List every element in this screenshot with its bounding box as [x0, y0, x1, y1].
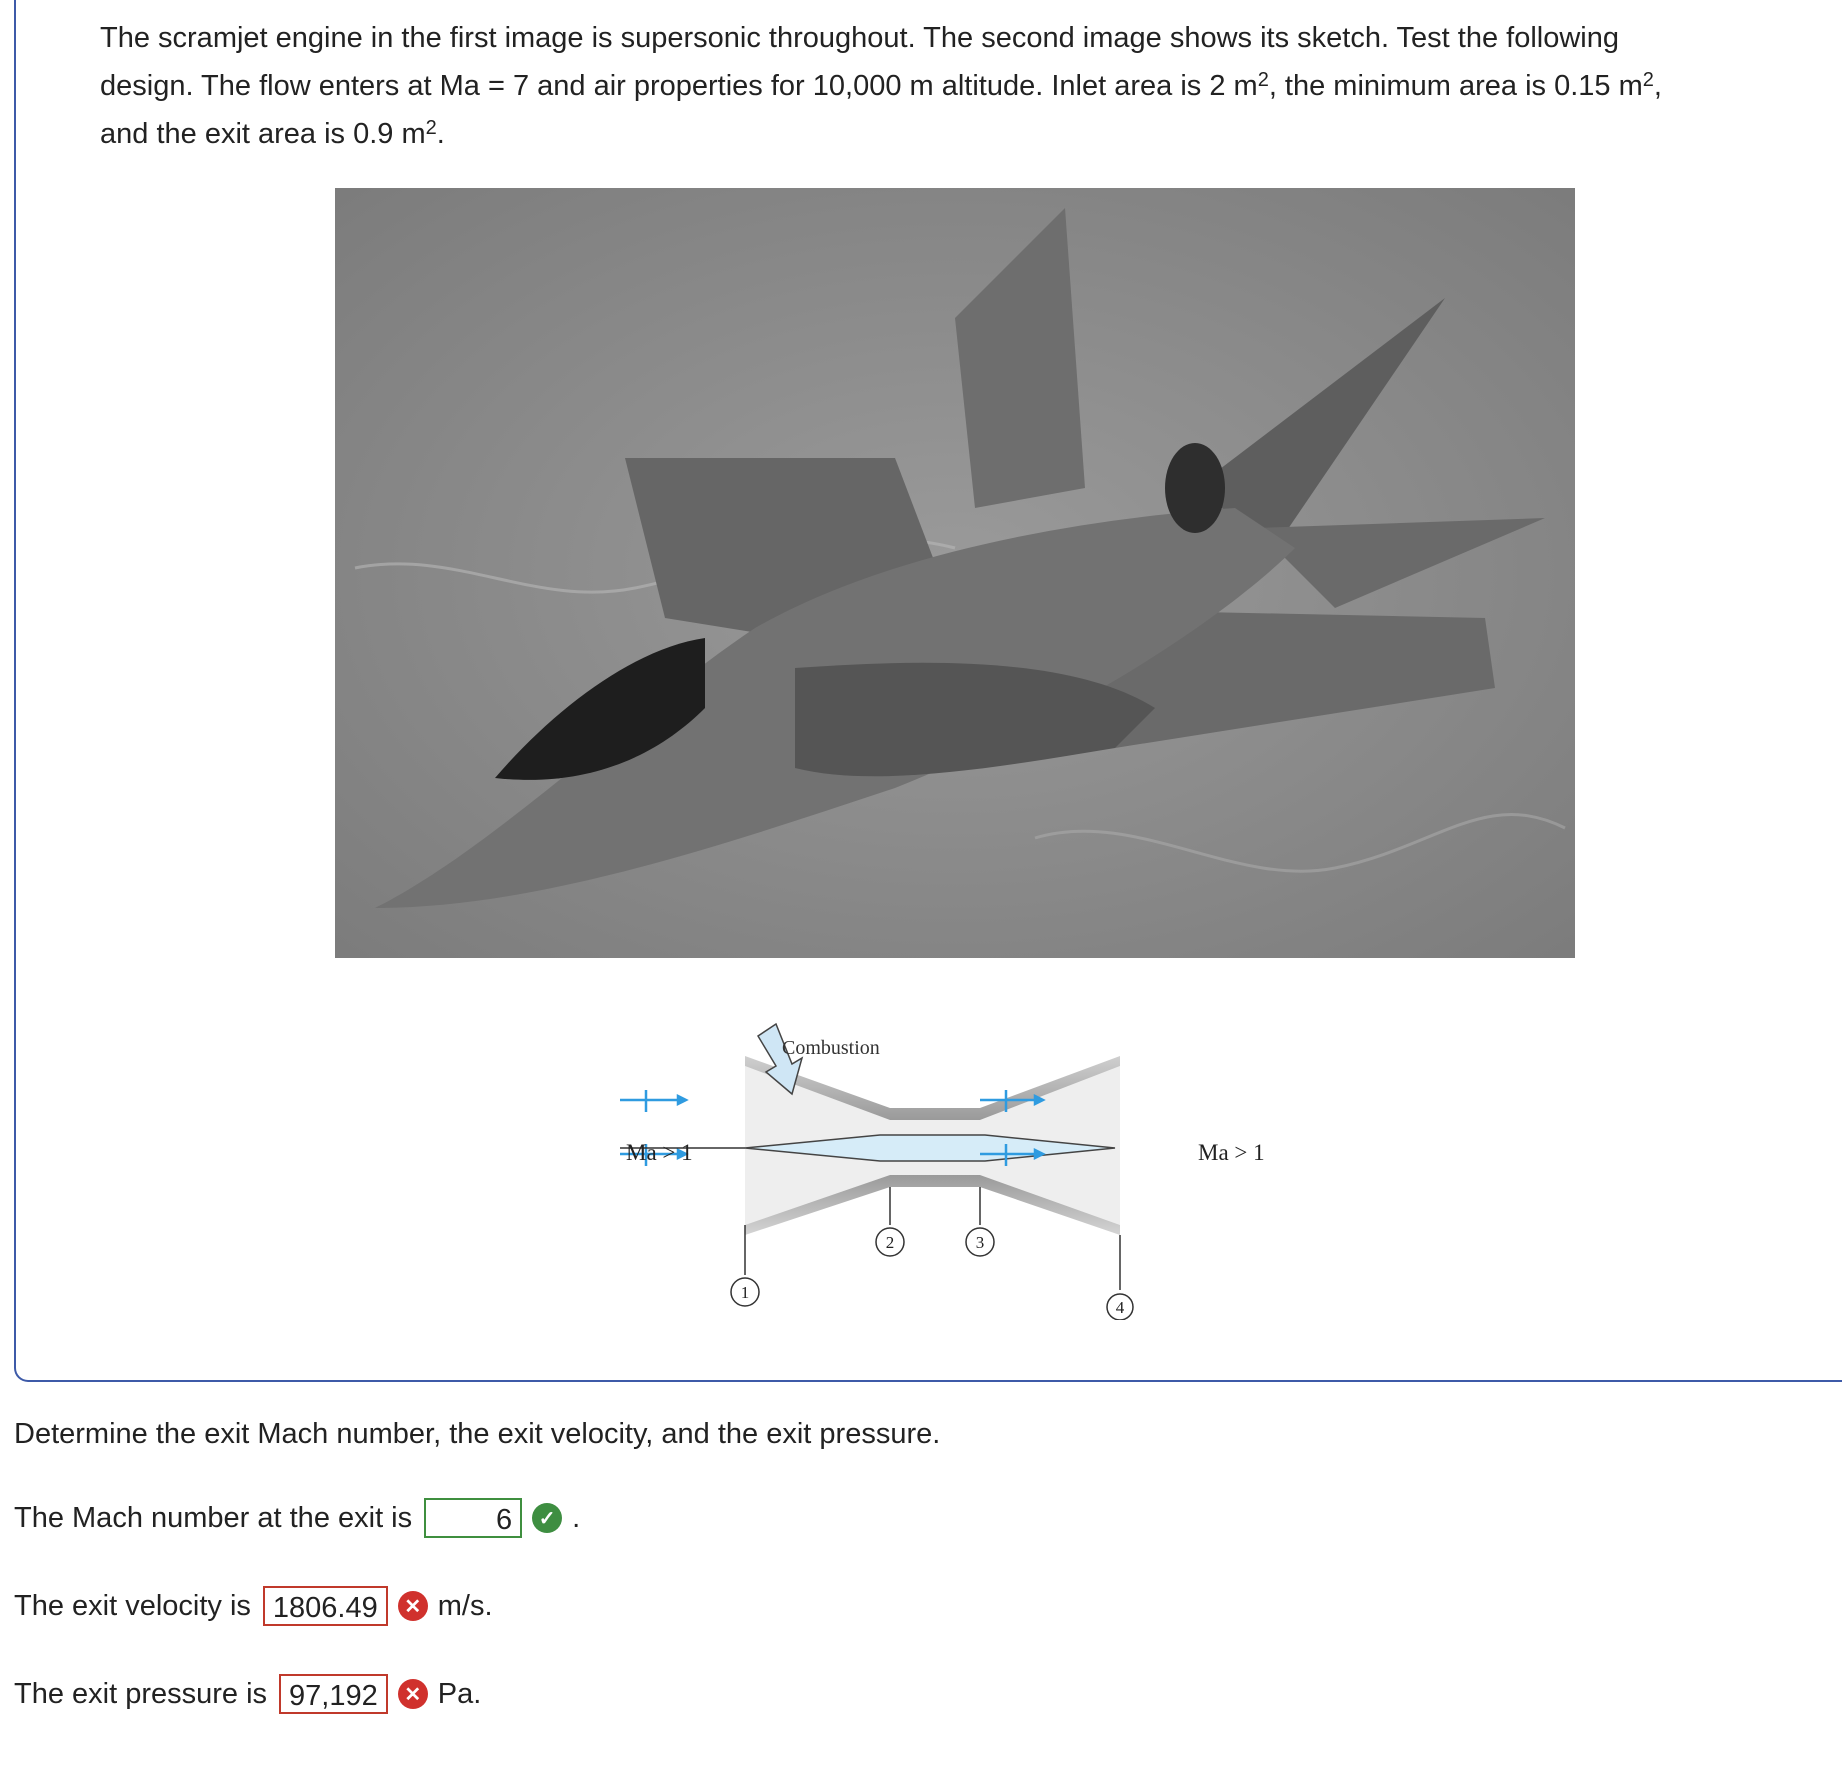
combustion-label: Combustion: [782, 1037, 880, 1059]
velocity-input[interactable]: 1806.49: [263, 1586, 388, 1626]
velocity-answer-row: [14, 1586, 493, 1626]
mach-suffix: .: [572, 1501, 581, 1534]
aircraft-photo: [335, 188, 1575, 958]
x-mark-icon: ✕: [398, 1679, 428, 1709]
check-icon: ✓: [532, 1503, 562, 1533]
x-mark-icon: ✕: [398, 1591, 428, 1621]
mach-input[interactable]: 6: [424, 1498, 522, 1538]
mach-answer-row: [14, 1498, 580, 1538]
prompt-line-3: and the exit area is 0.9 $m^2$.: [100, 117, 445, 150]
jet-illustration: [335, 188, 1575, 958]
scramjet-diagram: [620, 1020, 1300, 1320]
station-4-label: 4: [1115, 1298, 1125, 1317]
velocity-unit: m/s.: [437, 1589, 493, 1622]
pressure-input[interactable]: 97,192: [279, 1674, 388, 1714]
pressure-label: The exit pressure is: [14, 1677, 268, 1710]
problem-statement: [100, 14, 1780, 158]
ma-exit-label: Ma > 1: [1198, 1140, 1265, 1165]
pressure-unit: Pa.: [437, 1677, 482, 1710]
prompt-line-1: The scramjet engine in the first image is supersonic throughout. The second image shows its sketch. Test the following: [100, 22, 1619, 54]
mach-label: The Mach number at the exit is: [14, 1501, 413, 1534]
sub-question-text: Determine the exit Mach number, the exit velocity, and the exit pressure.: [14, 1418, 941, 1450]
station-1-label: 1: [740, 1283, 750, 1302]
station-2-label: 2: [885, 1233, 895, 1252]
velocity-label: The exit velocity is: [14, 1589, 251, 1622]
scramjet-sketch: [620, 1020, 1300, 1320]
ma-inlet-label: Ma > 1: [626, 1140, 693, 1165]
prompt-line-2: design. The flow enters at Ma = 7 and air properties for 10,000 m altitude. Inlet area is 2 $m^2$, the minimum area is 0.15 $m^2$,: [100, 69, 1662, 102]
pressure-answer-row: [14, 1674, 481, 1714]
station-3-label: 3: [975, 1233, 985, 1252]
